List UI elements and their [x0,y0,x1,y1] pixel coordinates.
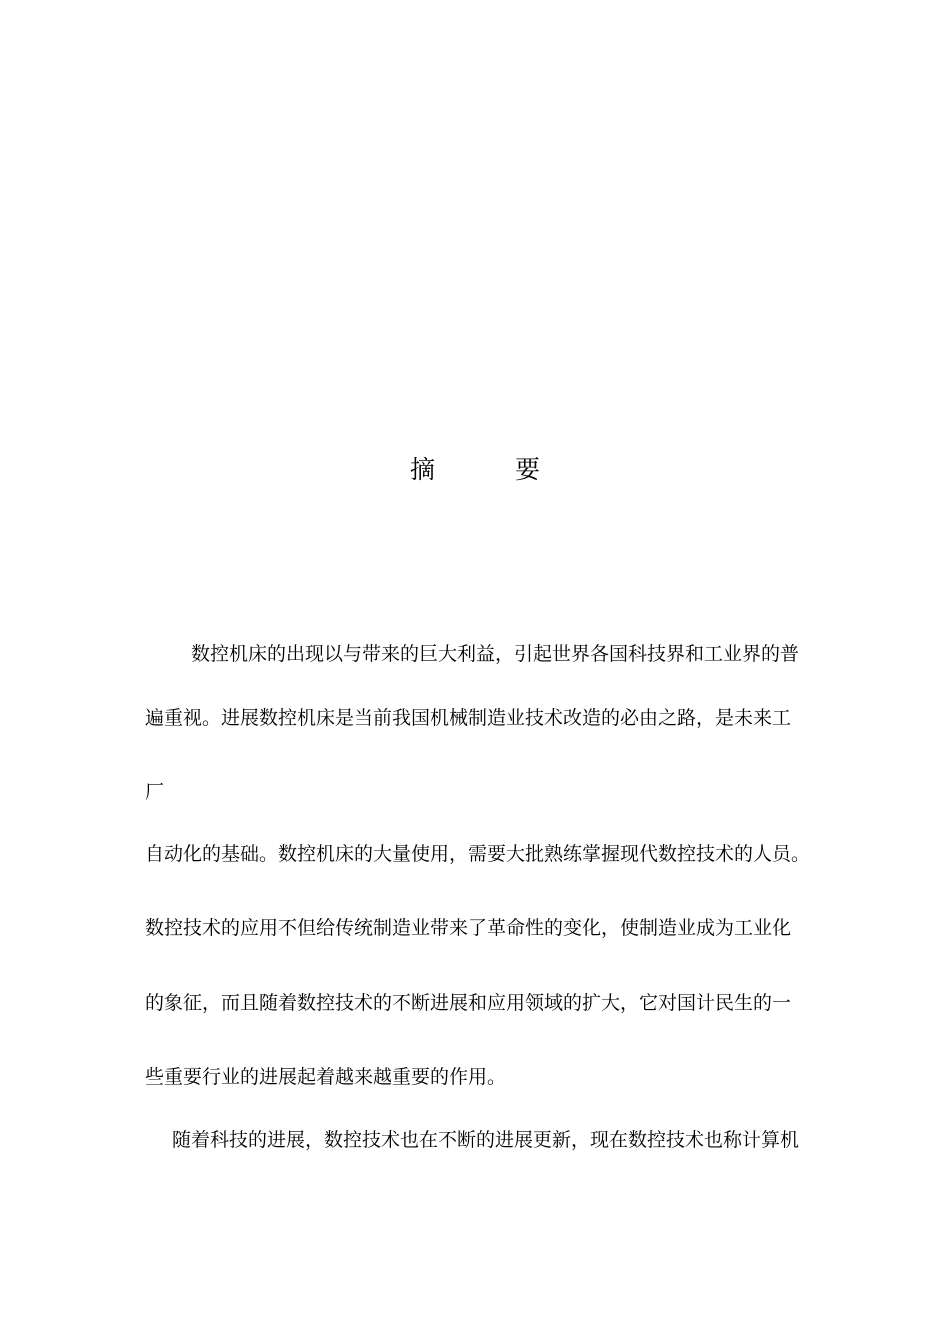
paragraph-1-line-7: 些重要行业的进展起着越来越重要的作用。 [145,1066,507,1088]
paragraph-1-line-2: 遍重视。进展数控机床是当前我国机械制造业技术改造的必由之路，是未来工 [145,707,792,729]
paragraph-1-line-6: 的象征，而且随着数控技术的不断进展和应用领域的扩大，它对国计民生的一 [145,992,792,1014]
paragraph-1-line-1: 数控机床的出现以与带来的巨大利益，引起世界各国科技界和工业界的普 [191,643,800,665]
abstract-title: 摘 要 [410,455,576,484]
paragraph-2-line-1: 随着科技的进展，数控技术也在不断的进展更新，现在数控技术也称计算机 [172,1129,800,1151]
paragraph-1-line-5: 数控技术的应用不但给传统制造业带来了革命性的变化，使制造业成为工业化 [145,917,792,939]
paragraph-1-line-4: 自动化的基础。数控机床的大量使用，需要大批熟练掌握现代数控技术的人员。 [145,843,811,865]
paragraph-1-line-3: 厂 [145,781,165,803]
